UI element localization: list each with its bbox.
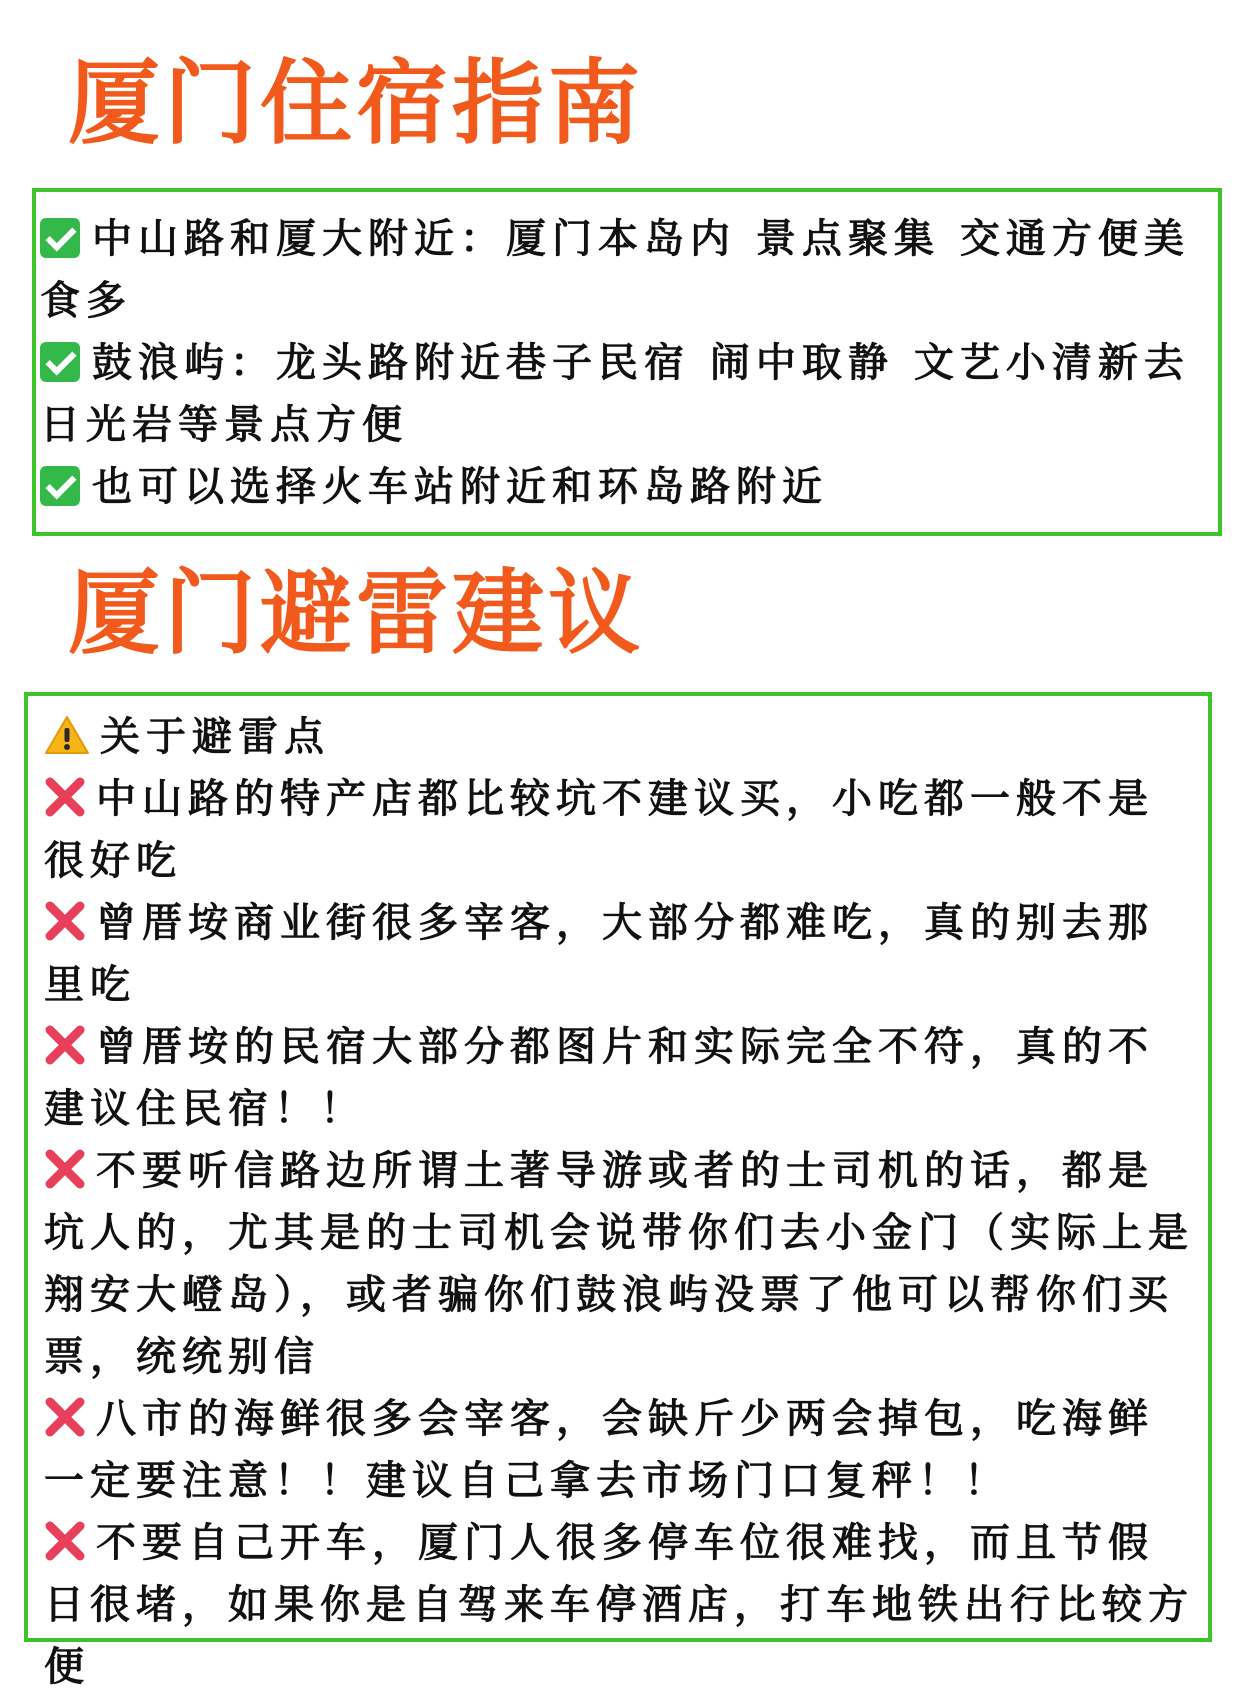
list-item-text: 中山路和厦大附近：厦门本岛内 景点聚集 交通方便美食多 xyxy=(40,216,1190,324)
list-item xyxy=(44,768,1198,892)
list-item-text: 也可以选择火车站附近和环岛路附近 xyxy=(92,464,828,510)
list-item xyxy=(44,1388,1198,1512)
accommodation-guide-title: 厦门住宿指南 xyxy=(68,50,645,157)
cross-mark-icon xyxy=(44,1396,86,1438)
list-item xyxy=(44,1140,1198,1388)
list-item xyxy=(40,456,1208,518)
list-item-text: 不要听信路边所谓土著导游或者的士司机的话，都是坑人的，尤其是的士司机会说带你们去小金门（实际上是翔安大嶝岛），或者骗你们鼓浪屿没票了他可以帮你们买票，统统别信 xyxy=(44,1148,1194,1380)
pitfall-header xyxy=(44,706,1198,768)
check-mark-icon xyxy=(40,342,80,382)
pitfall-header-text: 关于避雷点 xyxy=(100,714,330,760)
list-item-text: 八市的海鲜很多会宰客，会缺斤少两会掉包，吃海鲜一定要注意！！建议自己拿去市场门口复秤！！ xyxy=(44,1396,1154,1504)
accommodation-list-box xyxy=(32,188,1222,536)
check-mark-icon xyxy=(40,466,80,506)
cross-mark-icon xyxy=(44,900,86,942)
list-item-text: 不要自己开车，厦门人很多停车位很难找，而且节假日很堵，如果你是自驾来车停酒店，打车地铁出行比较方便 xyxy=(44,1520,1194,1690)
cross-mark-icon xyxy=(44,1024,86,1066)
list-item xyxy=(40,332,1208,456)
pitfall-list-box xyxy=(24,692,1212,1690)
cross-mark-icon xyxy=(44,1520,86,1562)
list-item-text: 中山路的特产店都比较坑不建议买，小吃都一般不是很好吃 xyxy=(44,776,1154,884)
list-item-text: 曾厝垵商业街很多宰客，大部分都难吃，真的别去那里吃 xyxy=(44,900,1154,1008)
check-mark-icon xyxy=(40,218,80,258)
cross-mark-icon xyxy=(44,1148,86,1190)
list-item-text: 鼓浪屿：龙头路附近巷子民宿 闹中取静 文艺小清新去日光岩等景点方便 xyxy=(40,340,1190,448)
list-item xyxy=(44,1016,1198,1140)
list-item xyxy=(40,208,1208,332)
cross-mark-icon xyxy=(44,776,86,818)
warning-icon xyxy=(44,714,90,756)
pitfall-advice-title: 厦门避雷建议 xyxy=(68,560,645,667)
list-item-text: 曾厝垵的民宿大部分都图片和实际完全不符，真的不建议住民宿！！ xyxy=(44,1024,1154,1132)
list-item xyxy=(44,1512,1198,1698)
list-item xyxy=(44,892,1198,1016)
